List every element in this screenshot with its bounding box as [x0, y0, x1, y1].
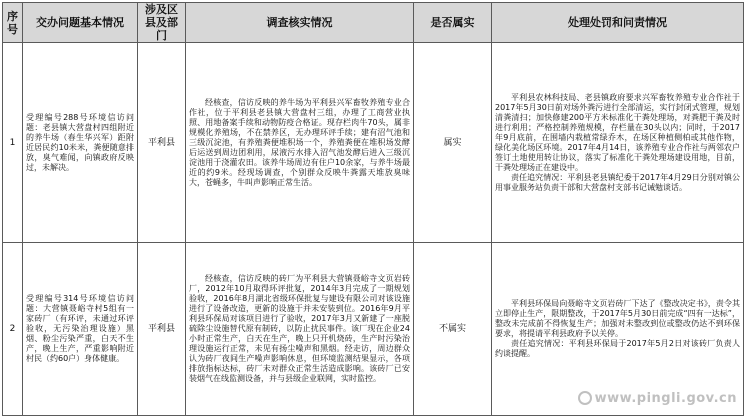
verdict-cell: 不属实: [414, 243, 492, 416]
header-problem: 交办问题基本情况: [23, 3, 138, 43]
table-row: [3, 243, 744, 416]
problem-cell: [23, 243, 138, 416]
investigation-cell: [186, 243, 414, 416]
county-cell: 平利县: [138, 243, 186, 416]
investigation-cell: [186, 43, 414, 243]
accountability-text: 责任追究情况：平利县环保局于2017年5月2日对该砖厂负责人约谈提醒。: [495, 339, 740, 358]
investigation-text: 经核查，信访反映的砖厂为平利县大营镇聂峪寺文页岩砖厂，2012年10月取得环评批复，2014年3月完成了一期规划验收，2016年8月湖北省级环保批复与建设有限公司对该设施进行了设备改造，更新的设施于并未安装到位。2016年9月平利县环保局对该项目进行了验收，2017年3月又新建了一座脱硫除尘设施替代原有制砖，以防止扰民事件。该厂现在企业24小时正常生产，白天在生产，晚上只开机烧砖，生产时污染治理设施运行正常，未见有扬尘噪声和黑烟。经走访，周边群众认为砖厂夜间生产噪声影响休息，但环境监测结果显示，各项排放指标达标，砖厂未对群众正常生活造成影响。该砖厂已安装烟气在线监测设备，并与县级企业联网，实时监控。: [189, 274, 410, 383]
table-row: [3, 43, 744, 243]
handling-measures-text: 平利县农林科技局、老县镇政府要求兴军畜牧养殖专业合作社于2017年5月30日前对场外粪污进行全部清运，实行封闭式管理，规划清粪清扫；加快修建200平方米标准化干粪处理场，对粪肥干粪及时进行利用；严格控制养殖规模，存栏量在30头以内；同时，于2017年9月底前，在围墙内栽植常绿乔木，在场区种植侧柏或其他作物，绿化美化场区环境。2017年4月14日，该养殖专业合作社与两邻农户签订土地使用转让协议，落实了标准化干粪处理场建设用地，目前，干粪处理场正在建设中。: [495, 92, 740, 172]
handling-cell: [492, 43, 744, 243]
handling-cell: [492, 243, 744, 416]
header-row: [3, 3, 744, 43]
investigation-text: 经核查，信访反映的养牛场为平利县兴军畜牧养殖专业合作社，位于平利县老县镇大营盘村三组，办理了工商营业执照、用地备案手续和动物防疫合格证。现存栏肉牛70头，属非规模化养殖场，不在禁养区，无办理环评手续；建有沼气池和三级沉淀池，有养殖粪便堆积场一个，养殖粪便在堆积场发酵后运送到周边团利用，尿液污水排入沼气池发酵后进入三级沉淀池用于浇灌农田。该养牛场周边有住户10余家，与养牛场最近的约9米。经现场调查，个别群众反映牛粪露天堆放臭味大，苍蝇多，牛叫声影响正常生活。: [189, 97, 410, 187]
header-county: 涉及区县及部门: [138, 3, 186, 43]
problem-text: 受理编号288号环境信访问题：老县镇大营盘村四组附近的养牛场（春生华兴军）距附近居民约10米米，粪便随意排放，臭气难闻，向镇政府反映过，未解决。: [26, 112, 134, 172]
accountability-text: 责任追究情况：平利县老县镇纪委于2017年4月29日分别对镇公用事业服务站负责干部和大营盘村支部书记诫勉谈话。: [495, 172, 740, 192]
row-index: 2: [3, 243, 23, 416]
header-index: 序号: [3, 3, 23, 43]
header-investigation: 调查核实情况: [186, 3, 414, 43]
verdict-cell: 属实: [414, 43, 492, 243]
problem-text: 受理编号314号环境信访问题：大营镇聂峪寺村5组有一家砖厂（有环评，未通过环评验收，无污染治理设施）黑烟、粉尘污染严重，白天不生产，晚上生产，严重影响附近村民（约60户）身体健康。: [26, 294, 134, 363]
watermark-text: www.pingli.gov.cn: [594, 391, 737, 406]
header-verdict: 是否属实: [414, 3, 492, 43]
report-table: [2, 2, 744, 416]
handling-measures-text: 平利县环保局向聂峪寺文页岩砖厂下达了《整改决定书》，责令其立即停止生产，限期整改，于2017年5月30日前完成“四有一达标”，整改未完成前不得恢复生产；加强对未整改到位或整改仍达不到环保要求，将提请平利县政府予以关停。: [495, 299, 740, 338]
problem-cell: [23, 43, 138, 243]
row-index: 1: [3, 43, 23, 243]
county-cell: 平利县: [138, 43, 186, 243]
header-handling: 处理处罚和问责情况: [492, 3, 744, 43]
